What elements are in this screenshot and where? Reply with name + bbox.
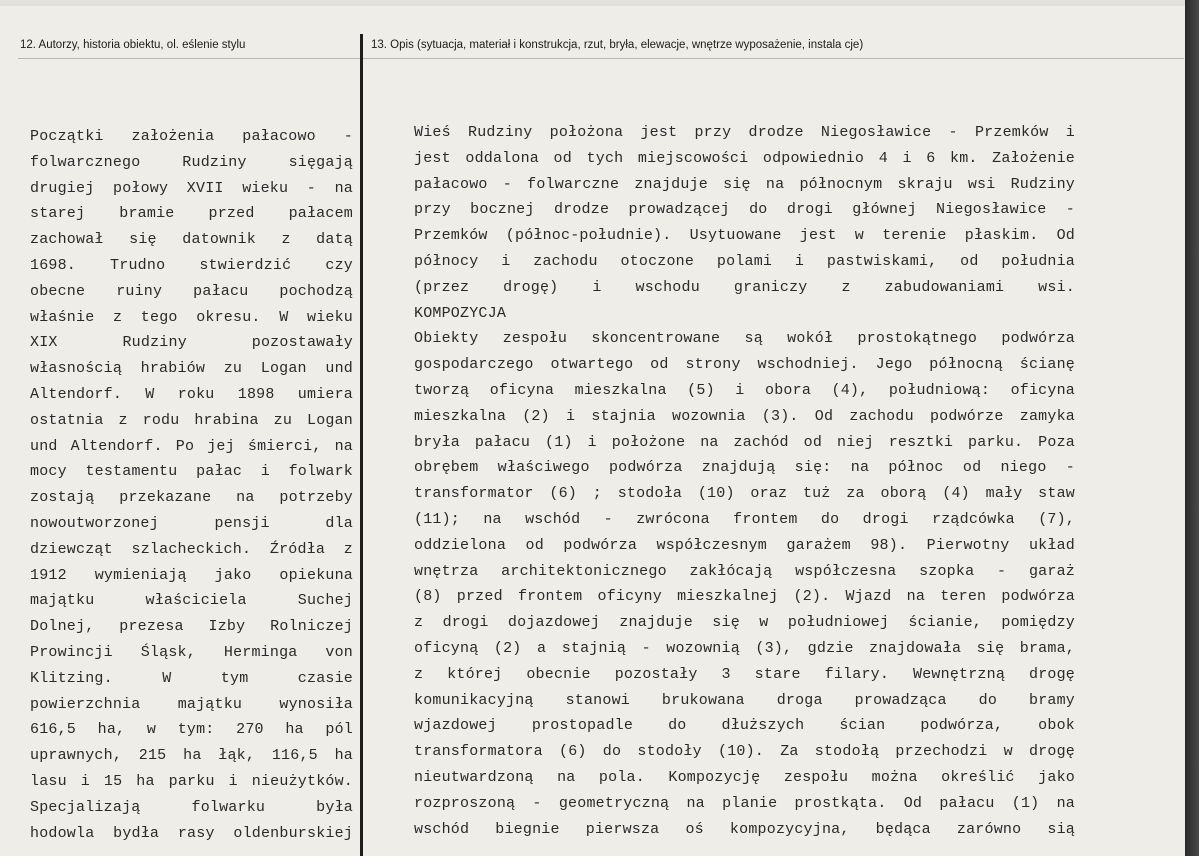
text-line: (przez drogę) i wschodu graniczy z zabudowaniami wsi. <box>414 278 1075 296</box>
text-line: majątku właściciela Suchej <box>30 592 353 610</box>
text-line: własnością hrabiów zu Logan und <box>30 360 353 378</box>
text-line: oficyną (2) a stajnią - wozownią (3), gdzie znajdowała się brama, <box>414 639 1075 657</box>
text-line: z której obecnie pozostały 3 stare filary. Wewnętrzną drogę <box>414 665 1075 683</box>
text-line: transformatora (6) do stodoły (10). Za stodołą przechodzi w drogę <box>414 743 1075 761</box>
text-line: nowoutworzonej pensji dla <box>30 514 353 532</box>
text-line: właśnie z tego okresu. W wieku <box>30 308 353 326</box>
section-12-header: 12. Autorzy, historia obiektu, ol. eślenie stylu <box>20 39 246 51</box>
text-line: pałacowo - folwarczne znajduje się na północnym skraju wsi Rudziny <box>414 175 1075 193</box>
description-text-column <box>414 120 1075 842</box>
text-line: Wieś Rudziny położona jest przy drodze Niegosławice - Przemków i <box>414 124 1075 141</box>
text-line: gospodarczego otwartego od strony wschodniej. Jego północną ścianę <box>414 356 1075 374</box>
text-line: transformator (6) ; stodoła (10) oraz tuż za oborą (4) mały staw <box>414 485 1075 503</box>
history-text-column <box>30 124 353 846</box>
text-line: dziewcząt szlacheckich. Źródła z <box>30 540 353 558</box>
text-line: nieutwardzoną na pola. Kompozycję zespołu można określić jako <box>414 768 1075 786</box>
text-line: z drogi dojazdowej znajduje się w południowej ścianie, pomiędzy <box>414 614 1075 632</box>
column-divider <box>360 34 363 856</box>
text-line: komunikacyjną stanowi brukowana droga prowadząca do bramy <box>414 691 1075 709</box>
text-line: ostatnia z rodu hrabina zu Logan <box>30 411 353 429</box>
scan-top-edge <box>0 0 1199 6</box>
text-line: obrębem właściwego podwórza znajdują się: na północ od niego - <box>414 459 1075 477</box>
text-line: folwarcznego Rudziny sięgają <box>30 153 353 171</box>
text-line: obecne ruiny pałacu pochodzą <box>30 282 353 300</box>
scan-right-edge <box>1185 0 1199 856</box>
text-line: 1912 wymieniają jako opiekuna <box>30 566 353 584</box>
text-line: mieszkalna (2) i stajnia wozownia (3). Od zachodu podwórze zamyka <box>414 407 1075 425</box>
text-line: uprawnych, 215 ha łąk, 116,5 ha <box>30 747 353 765</box>
text-line: bryła pałacu (1) i położone na zachód od niej resztki parku. Poza <box>414 433 1075 451</box>
text-line: Początki założenia pałacowo - <box>30 128 353 145</box>
text-line: wschód biegnie pierwsza oś kompozycyjna, będąca zarówno sią <box>414 820 1075 838</box>
text-line: XIX Rudziny pozostawały <box>30 334 353 352</box>
text-line: (11); na wschód - zwrócona frontem do drogi rządcówka (7), <box>414 510 1075 528</box>
text-line: Obiekty zespołu skoncentrowane są wokół prostokątnego podwórza <box>414 330 1075 348</box>
text-line: przy bocznej drodze prowadzącej do drogi głównej Niegosławice - <box>414 201 1075 219</box>
text-line: wnętrza architektonicznego zakłócają współczesna szopka - garaż <box>414 562 1075 580</box>
text-line: Klitzing. W tym czasie <box>30 669 353 687</box>
text-line: 1698. Trudno stwierdzić czy <box>30 256 353 274</box>
text-line: mocy testamentu pałac i folwark <box>30 463 353 481</box>
text-line: (8) przed frontem oficyny mieszkalnej (2). Wjazd na teren podwórza <box>414 588 1075 606</box>
text-line: Przemków (północ-południe). Usytuowane jest w terenie płaskim. Od <box>414 227 1075 245</box>
text-line: drugiej połowy XVII wieku - na <box>30 179 353 197</box>
text-line: jest oddalona od tych miejscowości odpowiednio 4 i 6 km. Założenie <box>414 149 1075 167</box>
text-line: zostają przekazane na potrzeby <box>30 489 353 507</box>
text-line: tworzą oficyna mieszkalna (5) i obora (4), południową: oficyna <box>414 381 1075 399</box>
text-line: Specjalizają folwarku była <box>30 798 353 816</box>
text-line: Dolnej, prezesa Izby Rolniczej <box>30 618 353 636</box>
text-line: lasu i 15 ha parku i nieużytków. <box>30 772 353 790</box>
text-line: Altendorf. W roku 1898 umiera <box>30 385 353 403</box>
section-13-header: 13. Opis (sytuacja, materiał i konstrukcja, rzut, bryła, elewacje, wnętrze wyposażenie, instala cje) <box>371 39 864 51</box>
text-line: oddzielona od podwórza współczesnym garażem 98). Pierwotny układ <box>414 536 1075 554</box>
text-line: hodowla bydła rasy oldenburskiej <box>30 824 353 842</box>
text-line: rozproszoną - geometryczną na planie prostkąta. Od pałacu (1) na <box>414 794 1075 812</box>
text-line: wjazdowej prostopadle do dłuższych ścian podwórza, obok <box>414 717 1075 735</box>
text-line: północy i zachodu otoczone polami i pastwiskami, od południa <box>414 252 1075 270</box>
section-heading-kompozycja: KOMPOZYCJA <box>414 304 507 322</box>
text-line: und Altendorf. Po jej śmierci, na <box>30 437 353 455</box>
text-line: powierzchnia majątku wynosiła <box>30 695 353 713</box>
text-line: starej bramie przed pałacem <box>30 205 353 223</box>
text-line: Prowincji Śląsk, Herminga von <box>30 643 353 661</box>
text-line: 616,5 ha, w tym: 270 ha pól <box>30 721 353 739</box>
text-line: zachował się datownik z datą <box>30 231 353 249</box>
header-rule <box>18 58 1184 59</box>
